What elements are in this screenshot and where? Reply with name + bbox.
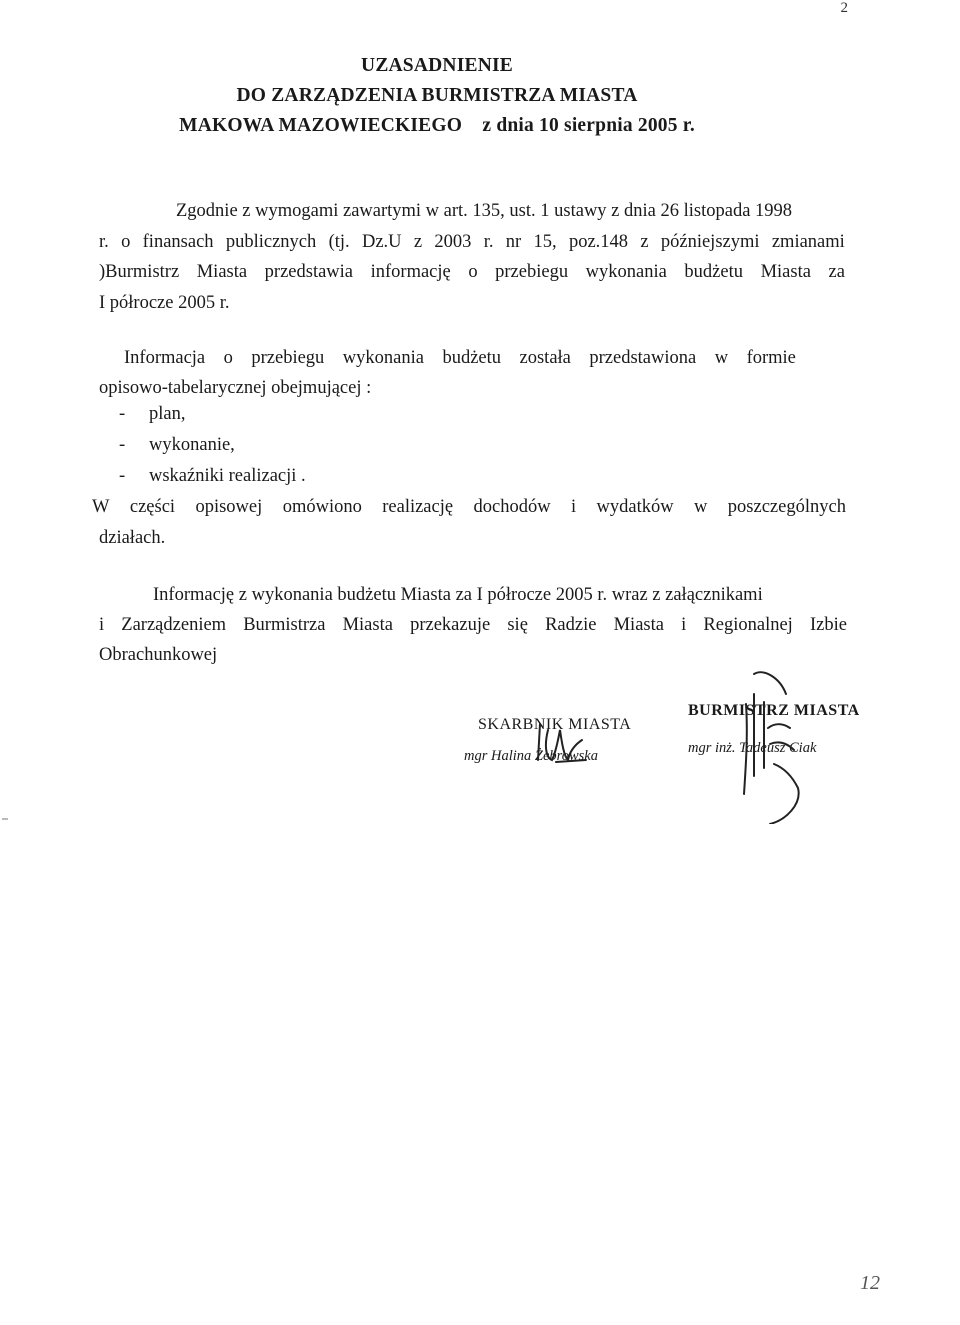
paragraph2-line4: działach. — [99, 528, 166, 548]
word: i — [681, 615, 687, 635]
word: Miasta — [196, 262, 248, 282]
word: (tj. — [328, 232, 350, 252]
word: o — [468, 262, 478, 282]
mayor-handwritten-signature — [724, 664, 834, 824]
word: Miasta — [760, 262, 811, 282]
word: i — [570, 497, 577, 517]
word: Burmistrza — [243, 615, 326, 635]
word: poz.148 — [568, 232, 629, 252]
word: wykonania — [585, 262, 667, 282]
word: formie — [746, 348, 796, 368]
word: r. — [483, 232, 494, 252]
list-item — [119, 404, 306, 435]
word: Informacja — [124, 348, 206, 368]
paragraph3-line1: Informację z wykonania budżetu Miasta za I półrocze 2005 r. wraz z załącznikami — [153, 585, 763, 605]
word: przebiegu — [495, 262, 569, 282]
paragraph3-line3: Obrachunkowej — [99, 645, 218, 665]
word: została — [519, 348, 571, 368]
word: Miasta — [342, 615, 393, 635]
word: finansach — [142, 232, 214, 252]
word: 2003 — [434, 232, 472, 252]
paragraph1-line4: I półrocze 2005 r. — [99, 293, 230, 313]
word: zmianami — [771, 232, 845, 252]
word: o — [121, 232, 131, 252]
paragraph1-line2 — [99, 232, 845, 253]
word: Radzie — [545, 615, 597, 635]
scan-edge-mark — [2, 818, 8, 820]
word: za — [828, 262, 845, 282]
word: poszczególnych — [727, 497, 846, 517]
treasurer-handwritten-signature — [526, 716, 596, 776]
paragraph1-line3 — [99, 262, 845, 283]
document-subtitle: DO ZARZĄDZENIA BURMISTRZA MIASTA — [236, 85, 638, 106]
word: i — [99, 615, 105, 635]
word: publicznych — [225, 232, 317, 252]
word: Dz.U — [361, 232, 402, 252]
list-item-text: wskaźniki realizacji . — [149, 466, 306, 486]
mayor-title: BURMISTRZ MIASTA — [688, 702, 860, 719]
word: wykonania — [342, 348, 424, 368]
word: Izbie — [809, 615, 847, 635]
word: Regionalnej — [703, 615, 793, 635]
word: o — [223, 348, 233, 368]
word: realizację — [382, 497, 454, 517]
word: wydatków — [596, 497, 674, 517]
word: Zarządzeniem — [121, 615, 227, 635]
list-item-text: plan, — [149, 404, 186, 424]
word: budżetu — [442, 348, 502, 368]
paragraph2-line3 — [92, 497, 846, 518]
page-number: 2 — [840, 0, 848, 16]
paragraph1-line1-text: Zgodnie z wymogami zawartymi w art. 135, ust. 1 ustawy z dnia 26 listopada 1998 — [176, 201, 793, 221]
list-dash: - — [119, 466, 126, 486]
paragraph2-line2: opisowo-tabelarycznej obejmującej : — [99, 378, 372, 398]
word: )Burmistrz — [99, 262, 180, 282]
word: w — [694, 497, 708, 517]
word: z — [413, 232, 423, 252]
mayor-name: mgr inż. Tadeusz Ciak — [688, 740, 817, 756]
word: części — [129, 497, 176, 517]
word: z — [640, 232, 649, 252]
word: informację — [370, 262, 451, 282]
document-date-line: MAKOWA MAZOWIECKIEGO z dnia 10 sierpnia 2005 r. — [179, 115, 695, 136]
handwritten-page-mark: 12 — [860, 1272, 880, 1294]
word: przekazuje — [410, 615, 491, 635]
treasurer-title: SKARBNIK MIASTA — [478, 716, 632, 733]
report-components-list — [119, 404, 306, 497]
word: przedstawiona — [589, 348, 697, 368]
word: przebiegu — [251, 348, 325, 368]
word: nr — [505, 232, 522, 252]
word: w — [714, 348, 729, 368]
treasurer-name: mgr Halina Żebrowska — [464, 748, 598, 764]
list-dash: - — [119, 435, 126, 455]
paragraph3-line2 — [99, 615, 847, 636]
document-title: UZASADNIENIE — [361, 55, 513, 76]
word: r. — [99, 232, 109, 252]
word: opisowej — [195, 497, 263, 517]
word: budżetu — [684, 262, 743, 282]
word: 15, — [533, 232, 557, 252]
list-item-text: wykonanie, — [149, 435, 235, 455]
word: W — [92, 497, 110, 517]
word: późniejszymi — [660, 232, 760, 252]
word: się — [507, 615, 528, 635]
paragraph2-line1 — [124, 348, 796, 369]
list-dash: - — [119, 404, 126, 424]
word: Miasta — [613, 615, 664, 635]
word: dochodów — [473, 497, 551, 517]
list-item — [119, 466, 306, 497]
paragraph1-line1 — [176, 201, 846, 222]
word: przedstawia — [264, 262, 354, 282]
word: omówiono — [282, 497, 362, 517]
list-item — [119, 435, 306, 466]
